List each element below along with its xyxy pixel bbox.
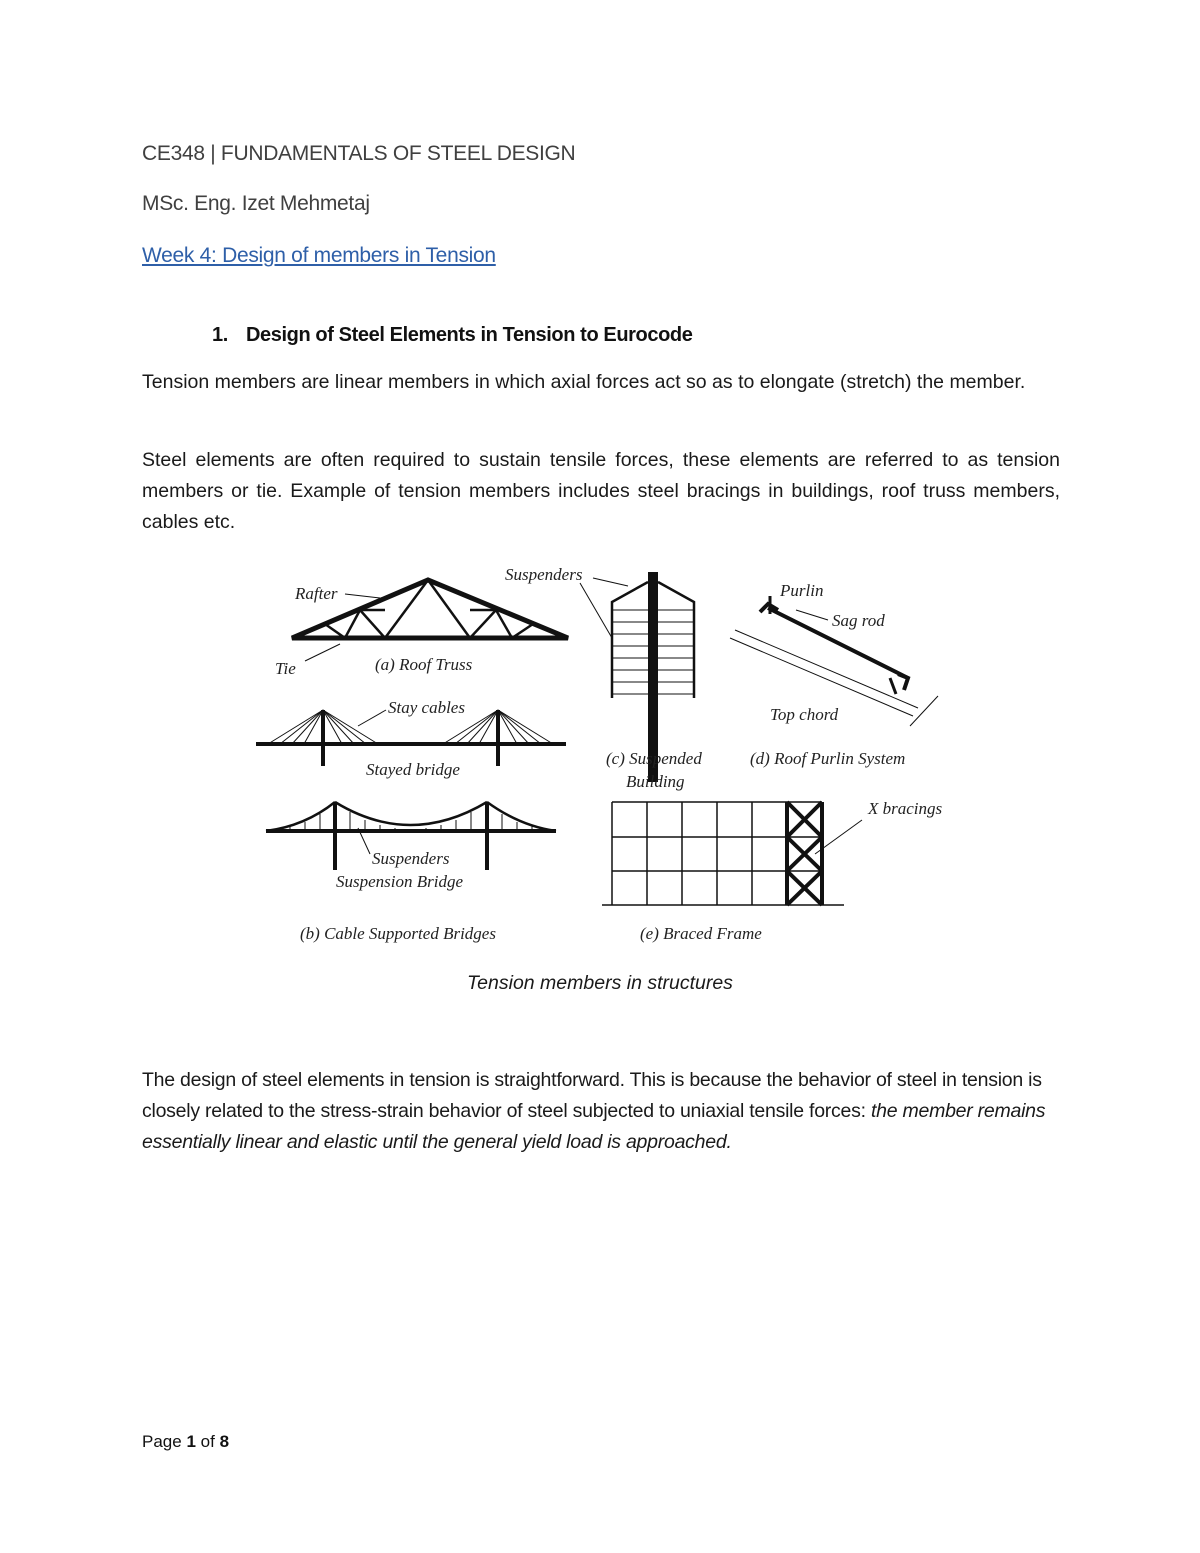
label-suspenders-bridge: Suspenders — [372, 849, 450, 868]
label-stayed-bridge: Stayed bridge — [366, 760, 460, 779]
label-braced-frame: (e) Braced Frame — [640, 924, 762, 943]
section-heading — [212, 324, 692, 347]
label-suspended-building-1: (c) Suspended — [606, 749, 702, 768]
label-tie: Tie — [275, 659, 296, 678]
label-purlin: Purlin — [780, 581, 824, 600]
label-suspenders-building: Suspenders — [505, 565, 583, 584]
tension-members-figure — [250, 558, 970, 950]
section-title: Design of Steel Elements in Tension to Eurocode — [246, 324, 693, 346]
label-cable-bridges: (b) Cable Supported Bridges — [300, 924, 496, 943]
paragraph-design-behavior — [142, 1065, 1072, 1158]
paragraph-definition: Tension members are linear members in which axial forces act so as to elongate (stretch) the member. — [142, 371, 1026, 393]
footer-page-total: 8 — [219, 1432, 230, 1451]
label-sag-rod: Sag rod — [832, 611, 885, 630]
label-rafter: Rafter — [295, 584, 338, 603]
paragraph-examples: Steel elements are often required to sustain tensile forces, these elements are referred to as tension members or tie. Example of tension members includes steel bracings in buildings, roof truss members, cables etc. — [142, 449, 1060, 533]
label-roof-truss: (a) Roof Truss — [375, 655, 473, 674]
footer-of-word: of — [200, 1432, 215, 1451]
page-footer — [142, 1432, 229, 1452]
braced-frame-diagram — [602, 802, 862, 905]
label-stay-cables: Stay cables — [388, 698, 465, 717]
author-name: MSc. Eng. Izet Mehmetaj — [142, 192, 370, 215]
paragraph-design-text: The design of steel elements in tension is straightforward. This is because the behavior of steel in tension is closely related to the stress-strain behavior of steel subjected to uniaxial tensile forces: — [142, 1069, 1042, 1122]
label-roof-purlin: (d) Roof Purlin System — [750, 749, 906, 768]
label-suspension-bridge: Suspension Bridge — [336, 872, 464, 891]
stayed-bridge-diagram — [256, 710, 566, 766]
course-title: CE348 | FUNDAMENTALS OF STEEL DESIGN — [142, 142, 576, 165]
label-x-bracings: X bracings — [868, 799, 943, 818]
section-number: 1. — [212, 324, 228, 346]
paragraph-design-emphasis: the member remains essentially linear and elastic until the general yield load is approached. — [142, 1100, 1046, 1153]
footer-page-current: 1 — [186, 1432, 196, 1451]
footer-page-word: Page — [142, 1432, 182, 1451]
week-title-link[interactable]: Week 4: Design of members in Tension — [142, 244, 496, 267]
figure-caption: Tension members in structures — [467, 972, 733, 994]
label-suspended-building-2: Building — [626, 772, 685, 791]
label-top-chord: Top chord — [770, 705, 839, 724]
